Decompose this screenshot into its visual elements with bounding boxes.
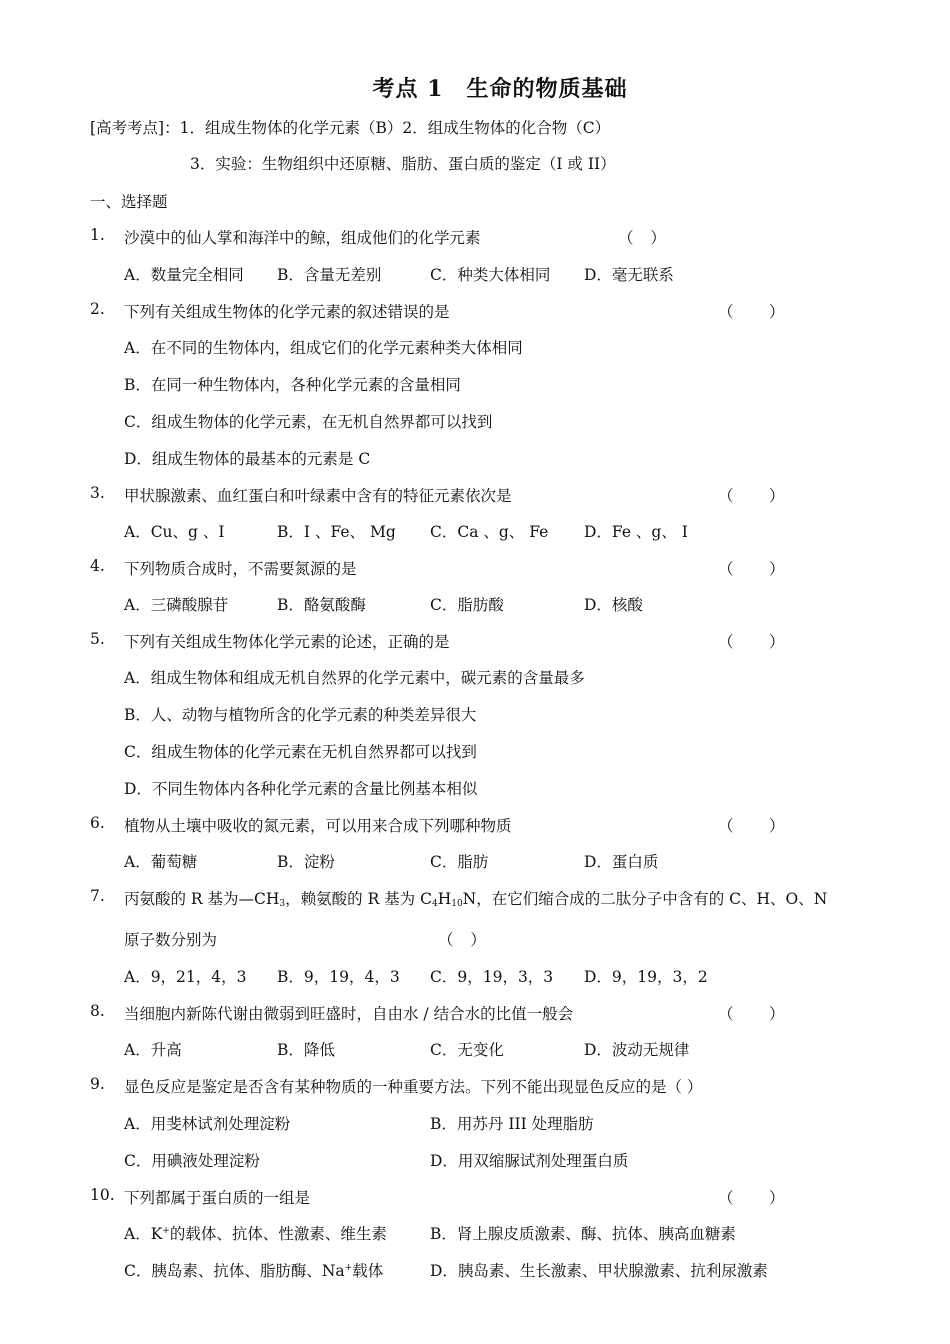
question-number: 2. [90, 300, 105, 318]
option-a: A．Cu、g 、I [124, 523, 225, 541]
question-number: 8. [90, 1002, 105, 1020]
option-b: B．人、动物与植物所含的化学元素的种类差异很大 [124, 706, 477, 724]
option-c: C．组成生物体的化学元素，在无机自然界都可以找到 [124, 413, 493, 431]
question-text: 显色反应是鉴定是否含有某种物质的一种重要方法。下列不能出现显色反应的是（ ） [124, 1078, 703, 1096]
option-a [124, 1222, 387, 1244]
option-c: C．组成生物体的化学元素在无机自然界都可以找到 [124, 743, 477, 761]
question-number: 5. [90, 630, 105, 648]
option-c: C．脂肪酸 [430, 596, 504, 614]
option-a: A．数量完全相同 [124, 266, 244, 284]
superscript: + [162, 1226, 170, 1236]
answer-paren: （ ） [718, 1189, 795, 1207]
option-d: D．不同生物体内各种化学元素的含量比例基本相似 [124, 780, 478, 798]
option-b: B．酪氨酸酶 [277, 596, 366, 614]
option-c: C．脂肪 [430, 853, 489, 871]
option-b: B．9，19，4，3 [277, 968, 400, 986]
option-a: A．葡萄糖 [124, 853, 198, 871]
option-c: C．Ca 、g、 Fe [430, 523, 549, 541]
option-d: D．核酸 [584, 596, 643, 614]
text-part: N，在它们缩合成的二肽分子中含有的 C、H、O、N [462, 890, 828, 908]
option-b: B．I 、Fe、 Mg [277, 523, 396, 541]
option-d: D．胰岛素、生长激素、甲状腺激素、抗利尿激素 [430, 1262, 768, 1280]
answer-paren: （ ） [718, 560, 795, 578]
option-d: D．波动无规律 [584, 1041, 690, 1059]
option-b: B．降低 [277, 1041, 335, 1059]
question-text [124, 887, 827, 909]
question-number: 1. [90, 226, 105, 244]
exam-points-text-1: 1．组成生物体的化学元素（B）2．组成生物体的化合物（C） [179, 119, 611, 137]
option-a: A．在不同的生物体内，组成它们的化学元素种类大体相同 [124, 339, 523, 357]
option-b: B．肾上腺皮质激素、酶、抗体、胰高血糖素 [430, 1225, 736, 1243]
text-part: ，赖氨酸的 R 基为 C [285, 890, 432, 908]
question-text: 甲状腺激素、血红蛋白和叶绿素中含有的特征元素依次是 [124, 487, 512, 505]
option-b: B．在同一种生物体内，各种化学元素的含量相同 [124, 376, 461, 394]
option-d: D．蛋白质 [584, 853, 659, 871]
question-number: 4. [90, 557, 105, 575]
question-text: 下列有关组成生物体化学元素的论述，正确的是 [124, 633, 450, 651]
option-b: B．用苏丹 III 处理脂肪 [430, 1115, 594, 1133]
option-a: A．组成生物体和组成无机自然界的化学元素中，碳元素的含量最多 [124, 669, 585, 687]
option-b: B．淀粉 [277, 853, 335, 871]
subscript: 10 [451, 899, 463, 909]
text-part: H [437, 890, 452, 908]
superscript: + [344, 1263, 353, 1273]
answer-paren: （ ） [718, 487, 795, 505]
question-number: 9. [90, 1075, 105, 1093]
subscript: 4 [431, 899, 438, 909]
option-c [124, 1259, 383, 1281]
question-number: 7. [90, 887, 105, 905]
text-part: 的载体、抗体、性激素、维生素 [169, 1225, 387, 1243]
answer-paren: （ ） [718, 1005, 795, 1023]
question-text: 下列有关组成生物体的化学元素的叙述错误的是 [124, 303, 450, 321]
exam-points-line-2: 3．实验：生物组织中还原糖、脂肪、蛋白质的鉴定（I 或 II） [190, 155, 616, 173]
question-text: 下列物质合成时，不需要氮源的是 [124, 560, 357, 578]
text-part: 载体 [352, 1262, 384, 1280]
option-c: C．无变化 [430, 1041, 504, 1059]
option-d: D．Fe 、g、 I [584, 523, 688, 541]
option-c: C．9，19，3，3 [430, 968, 554, 986]
question-text: 植物从土壤中吸收的氮元素，可以用来合成下列哪种物质 [124, 817, 512, 835]
option-c: C．用碘液处理淀粉 [124, 1152, 260, 1170]
question-text: 沙漠中的仙人掌和海洋中的鲸，组成他们的化学元素 [124, 229, 481, 247]
page-title: 考点 1 生命的物质基础 [372, 76, 628, 102]
option-a: A．用斐林试剂处理淀粉 [124, 1115, 291, 1133]
answer-paren: （ ） [718, 633, 795, 651]
text-part: A．K [124, 1225, 163, 1243]
option-a: A．9，21，4，3 [124, 968, 247, 986]
section-heading: 一、选择题 [90, 193, 168, 211]
option-d: D．用双缩脲试剂处理蛋白质 [430, 1152, 629, 1170]
question-text: 下列都属于蛋白质的一组是 [124, 1189, 311, 1207]
option-a: A．三磷酸腺苷 [124, 596, 229, 614]
question-text: 当细胞内新陈代谢由微弱到旺盛时，自由水 / 结合水的比值一般会 [124, 1005, 574, 1023]
option-d: D．毫无联系 [584, 266, 674, 284]
subscript: 3 [279, 899, 286, 909]
question-text-line-2: 原子数分别为 [124, 931, 218, 949]
answer-paren: （ ） [718, 817, 795, 835]
text-part: 丙氨酸的 R 基为—CH [124, 890, 280, 908]
option-b: B．含量无差别 [277, 266, 382, 284]
answer-paren: （ ） [718, 303, 795, 321]
answer-paren: （ ） [438, 931, 492, 949]
exam-points-line-1 [90, 116, 610, 138]
option-d: D．9，19，3，2 [584, 968, 708, 986]
answer-paren: （ ） [618, 229, 672, 247]
text-part: C．胰岛素、抗体、脂肪酶、Na [124, 1262, 345, 1280]
option-c: C．种类大体相同 [430, 266, 551, 284]
option-a: A．升高 [124, 1041, 182, 1059]
question-number: 10. [90, 1186, 115, 1204]
question-number: 3. [90, 484, 105, 502]
exam-points-label: [高考考点]： [90, 119, 180, 137]
question-number: 6. [90, 814, 105, 832]
option-d: D．组成生物体的最基本的元素是 C [124, 450, 371, 468]
